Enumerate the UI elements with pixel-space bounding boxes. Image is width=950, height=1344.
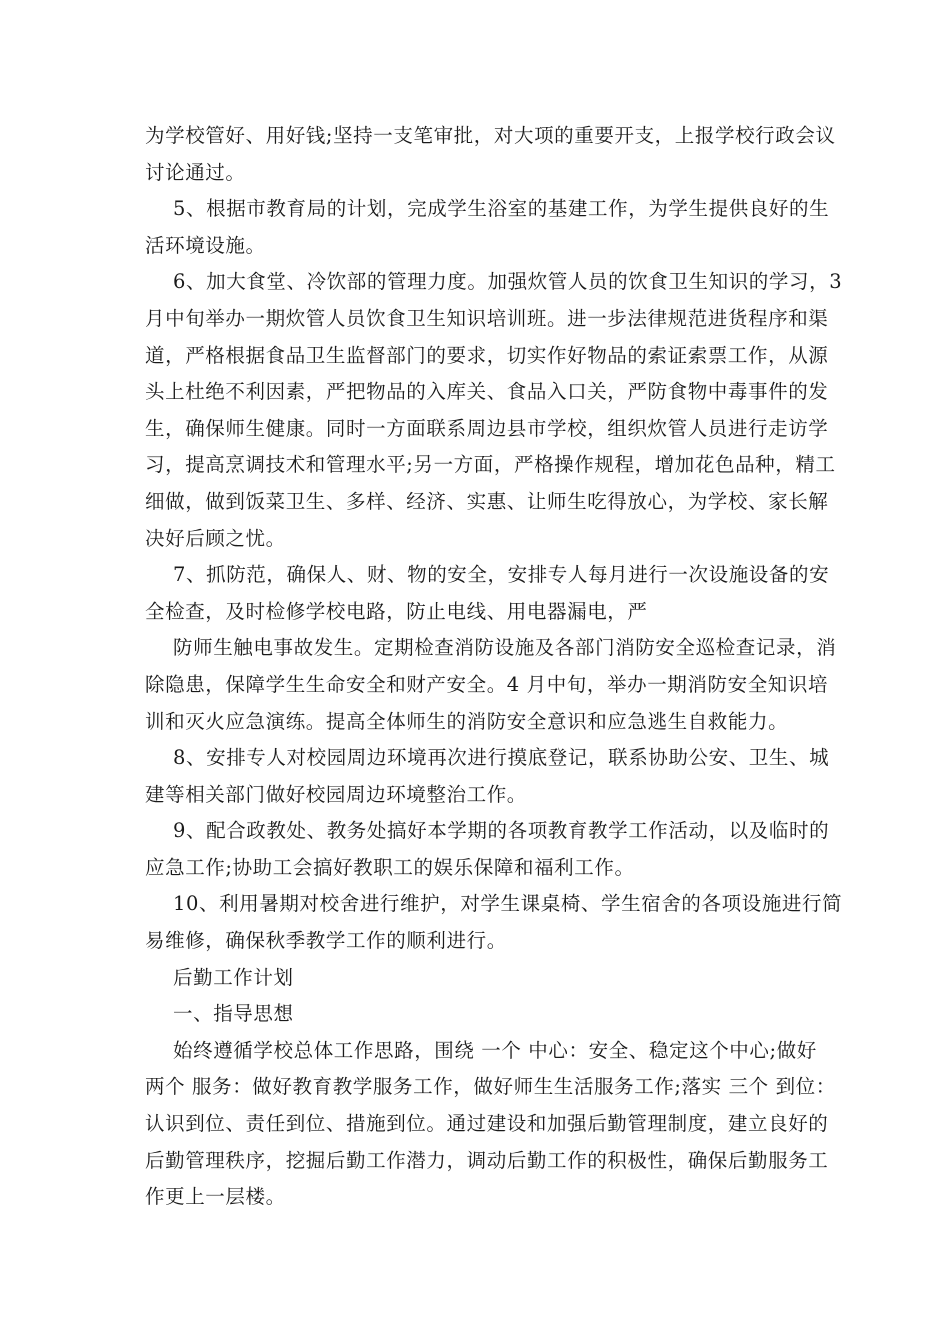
text-line: 活环境设施。 [145,233,266,257]
section-title: 后勤工作计划 [173,965,294,989]
text-line: 细做，做到饭菜卫生、多样、经济、实惠、让师生吃得放心，为学校、家长解 [145,489,829,513]
text-line: 6、加大食堂、冷饮部的管理力度。加强炊管人员的饮食卫生知识的学习，3 [173,270,843,294]
document-body [145,118,843,1216]
text-line: 习，提高烹调技术和管理水平;另一方面，严格操作规程，增加花色品种，精工 [145,453,836,477]
text-line: 防师生触电事故发生。定期检查消防设施及各部门消防安全巡检查记录，消 [173,636,837,660]
text-line: 9、配合政教处、教务处搞好本学期的各项教育教学工作活动，以及临时的 [173,819,830,843]
text-line: 始终遵循学校总体工作思路，围绕 一个 中心：安全、稳定这个中心;做好 [173,1038,817,1062]
text-line: 8、安排专人对校园周边环境再次进行摸底登记，联系协助公安、卫生、城 [173,746,830,770]
text-line: 建等相关部门做好校园周边环境整治工作。 [145,782,527,806]
text-line: 全检查，及时检修学校电路，防止电线、用电器漏电，严 [145,599,648,623]
text-line: 7、抓防范，确保人、财、物的安全，安排专人每月进行一次设施设备的安 [173,563,830,587]
text-line: 决好后顾之忧。 [145,526,286,550]
text-line: 除隐患，保障学生生命安全和财产安全。4 月中旬，举办一期消防安全知识培 [145,672,829,696]
text-line: 易维修，确保秋季教学工作的顺利进行。 [145,929,507,953]
text-line: 讨论通过。 [145,160,246,184]
text-line: 头上杜绝不利因素，严把物品的入库关、食品入口关，严防食物中毒事件的发 [145,380,829,404]
section-heading: 一、指导思想 [173,1002,294,1026]
text-line: 认识到位、责任到位、措施到位。通过建设和加强后勤管理制度，建立良好的 [145,1112,829,1136]
text-line: 生，确保师生健康。同时一方面联系周边县市学校，组织炊管人员进行走访学 [145,416,829,440]
text-line: 作更上一层楼。 [145,1185,286,1209]
text-line: 道，严格根据食品卫生监督部门的要求，切实作好物品的索证索票工作，从源 [145,343,829,367]
text-line: 10、利用暑期对校舍进行维护，对学生课桌椅、学生宿舍的各项设施进行简 [173,892,843,916]
text-line: 后勤管理秩序，挖掘后勤工作潜力，调动后勤工作的积极性，确保后勤服务工 [145,1148,829,1172]
text-line: 两个 服务：做好教育教学服务工作，做好师生生活服务工作;落实 三个 到位： [145,1075,836,1099]
text-line: 应急工作;协助工会搞好教职工的娱乐保障和福利工作。 [145,855,635,879]
text-line: 5、根据市教育局的计划，完成学生浴室的基建工作，为学生提供良好的生 [173,197,830,221]
text-line: 训和灭火应急演练。提高全体师生的消防安全意识和应急逃生自救能力。 [145,709,789,733]
text-line: 为学校管好、用好钱;坚持一支笔审批，对大项的重要开支，上报学校行政会议 [145,124,836,147]
text-line: 月中旬举办一期炊管人员饮食卫生知识培训班。进一步法律规范进货程序和渠 [145,306,829,330]
